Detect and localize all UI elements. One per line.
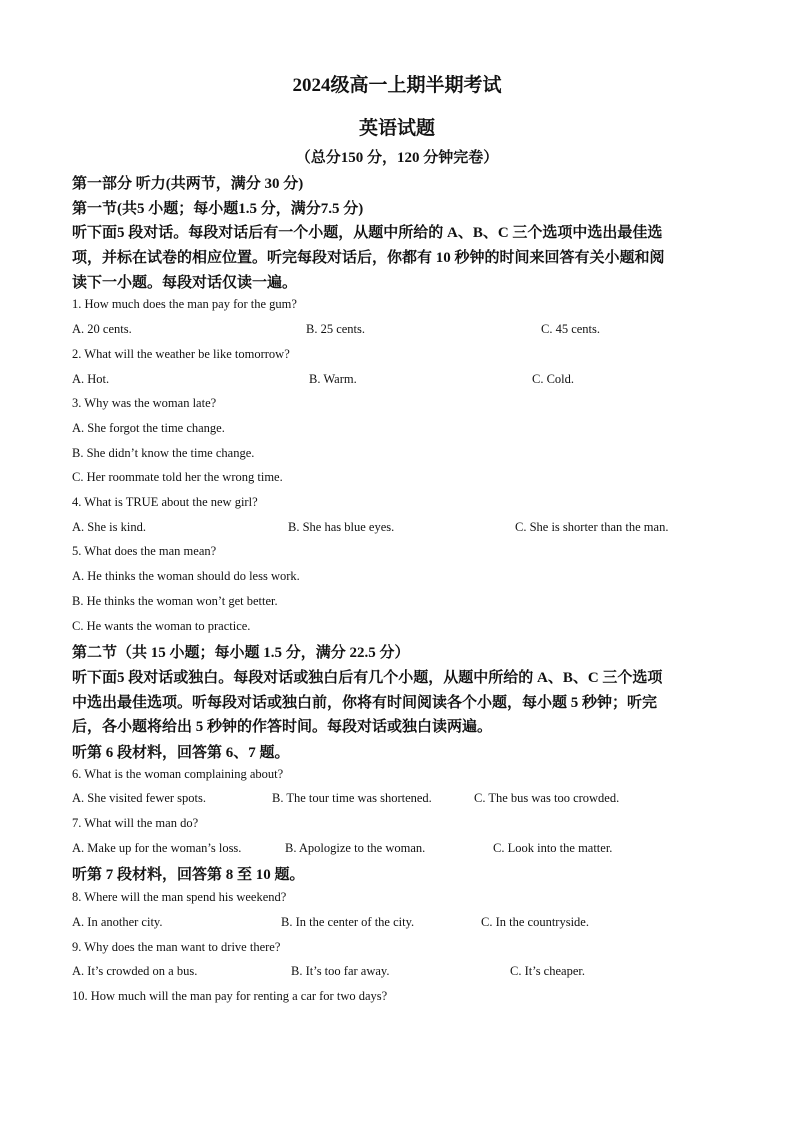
question-4-option-c: C. She is shorter than the man. <box>515 520 669 534</box>
material-6-heading: 听第 6 段材料，回答第 6、7 题。 <box>72 745 290 761</box>
question-1-option-a: A. 20 cents. <box>72 322 132 336</box>
question-7-option-c: C. Look into the matter. <box>493 841 613 855</box>
question-9-option-c: C. It’s cheaper. <box>510 964 585 978</box>
question-2-option-a: A. Hot. <box>72 372 110 386</box>
question-5-option-c: C. He wants the woman to practice. <box>72 619 251 633</box>
question-2-option-c: C. Cold. <box>532 372 575 386</box>
question-9-option-a: A. It’s crowded on a bus. <box>72 964 198 978</box>
question-8-stem: 8. Where will the man spend his weekend? <box>72 890 287 904</box>
question-9-stem: 9. Why does the man want to drive there? <box>72 940 281 954</box>
question-9-option-b: B. It’s too far away. <box>291 964 390 978</box>
question-8-option-c: C. In the countryside. <box>481 915 589 929</box>
question-6-option-c: C. The bus was too crowded. <box>474 791 620 805</box>
section2-instruction-line: 听下面5 段对话或独白。每段对话或独白后有几个小题，从题中所给的 A、B、C 三个选项 <box>72 670 663 686</box>
question-3-option-b: B. She didn’t know the time change. <box>72 446 255 460</box>
question-5-option-a: A. He thinks the woman should do less work. <box>72 569 300 583</box>
subject-title: 英语试题 <box>358 118 435 139</box>
part1-heading: 第一部分 听力(共两节，满分 30 分) <box>72 176 304 192</box>
question-2-option-b: B. Warm. <box>309 372 357 386</box>
exam-info: （总分150 分，120 分钟完卷） <box>295 150 499 166</box>
question-5-option-b: B. He thinks the woman won’t get better. <box>72 594 278 608</box>
question-7-option-a: A. Make up for the woman’s loss. <box>72 841 242 855</box>
question-6-option-b: B. The tour time was shortened. <box>272 791 432 805</box>
question-2-stem: 2. What will the weather be like tomorrow? <box>72 347 290 361</box>
question-1-option-b: B. 25 cents. <box>306 322 366 336</box>
question-6-option-a: A. She visited fewer spots. <box>72 791 207 805</box>
exam-title: 2024级高一上期半期考试 <box>292 75 502 96</box>
question-10-stem: 10. How much will the man pay for renting a car for two days? <box>72 989 388 1003</box>
question-3-option-c: C. Her roommate told her the wrong time. <box>72 470 283 484</box>
section1-instruction-line: 读下一小题。每段对话仅读一遍。 <box>72 275 298 291</box>
question-3-stem: 3. Why was the woman late? <box>72 396 217 410</box>
section1-instruction-line: 项，并标在试卷的相应位置。听完每段对话后，你都有 10 秒钟的时间来回答有关小题和阅 <box>72 250 665 266</box>
section2-instruction-line: 中选出最佳选项。听每段对话或独白前，你将有时间阅读各个小题，每小题 5 秒钟；听完 <box>72 695 658 711</box>
question-8-option-a: A. In another city. <box>72 915 163 929</box>
question-3-option-a: A. She forgot the time change. <box>72 421 225 435</box>
section2-instruction-line: 后，各小题将给出 5 秒钟的作答时间。每段对话或独白读两遍。 <box>72 719 493 735</box>
question-5-stem: 5. What does the man mean? <box>72 544 217 558</box>
question-1-stem: 1. How much does the man pay for the gum? <box>72 297 297 311</box>
question-8-option-b: B. In the center of the city. <box>281 915 415 929</box>
question-4-option-b: B. She has blue eyes. <box>288 520 395 534</box>
question-6-stem: 6. What is the woman complaining about? <box>72 767 284 781</box>
section1-instruction-line: 听下面5 段对话。每段对话后有一个小题，从题中所给的 A、B、C 三个选项中选出最佳选 <box>72 225 663 241</box>
section1-heading: 第一节(共5 小题；每小题1.5 分，满分7.5 分) <box>72 201 364 217</box>
section2-heading: 第二节（共 15 小题；每小题 1.5 分，满分 22.5 分） <box>72 645 410 661</box>
material-7-heading: 听第 7 段材料，回答第 8 至 10 题。 <box>72 867 305 883</box>
question-4-option-a: A. She is kind. <box>72 520 146 534</box>
question-1-option-c: C. 45 cents. <box>541 322 601 336</box>
question-7-stem: 7. What will the man do? <box>72 816 199 830</box>
question-4-stem: 4. What is TRUE about the new girl? <box>72 495 258 509</box>
question-7-option-b: B. Apologize to the woman. <box>285 841 426 855</box>
